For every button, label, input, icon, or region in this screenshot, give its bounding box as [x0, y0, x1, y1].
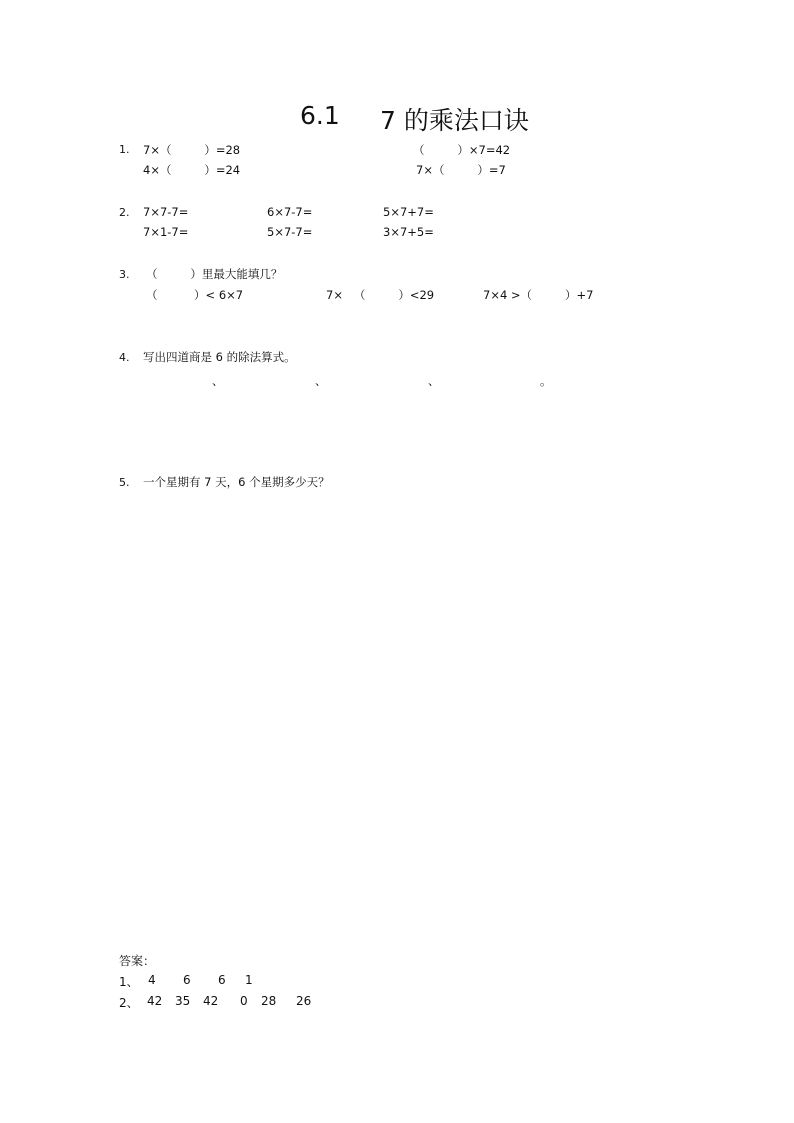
- q5-number: 5.: [119, 476, 130, 489]
- q3-number: 3.: [119, 268, 130, 281]
- answer-row-2-value: 35: [175, 994, 191, 1008]
- q4-separator-3: 、: [428, 374, 440, 388]
- q2-item-4: 7×1-7=: [143, 225, 189, 239]
- q2-item-2: 6×7-7=: [267, 205, 313, 219]
- answer-row-2-value: 42: [203, 994, 219, 1008]
- answer-row-1-label: 1、: [119, 975, 139, 989]
- title-text: 7 的乘法口诀: [380, 106, 529, 135]
- answer-row-1-value: 6: [183, 973, 191, 987]
- q1-item-1: 7×（ ）=28: [143, 143, 241, 157]
- q2-item-6: 3×7+5=: [383, 225, 434, 239]
- q4-separator-2: 、: [315, 374, 327, 388]
- q1-item-2: （ ）×7=42: [413, 143, 511, 157]
- answer-row-2-value: 42: [147, 994, 163, 1008]
- q1-item-3: 4×（ ）=24: [143, 163, 241, 177]
- answer-row-2-value: 28: [261, 994, 277, 1008]
- answer-row-2-value: 26: [296, 994, 312, 1008]
- answer-row-1-value: 1: [245, 973, 253, 987]
- q2-item-5: 5×7-7=: [267, 225, 313, 239]
- q4-prompt: 写出四道商是 6 的除法算式。: [143, 350, 296, 364]
- answer-row-2-label: 2、: [119, 996, 139, 1010]
- q2-number: 2.: [119, 206, 130, 219]
- q4-separator-1: 、: [212, 374, 224, 388]
- q4-number: 4.: [119, 351, 130, 364]
- q3-item-2: 7× （ ）<29: [326, 288, 435, 302]
- q5-prompt: 一个星期有 7 天，6 个星期多少天？: [143, 475, 330, 489]
- q4-separator-4: 。: [540, 374, 552, 388]
- answers-heading: 答案：: [119, 954, 156, 968]
- answer-row-1-value: 6: [218, 973, 226, 987]
- q2-item-1: 7×7-7=: [143, 205, 189, 219]
- q2-item-3: 5×7+7=: [383, 205, 434, 219]
- q1-number: 1.: [119, 143, 130, 156]
- q3-item-3: 7×4 >（ ）+7: [483, 288, 594, 302]
- q1-item-4: 7×（ ）=7: [416, 163, 506, 177]
- q3-item-1: （ ）< 6×7: [146, 288, 244, 302]
- answer-row-2-value: 0: [240, 994, 248, 1008]
- title-number: 6.1: [300, 101, 340, 130]
- q3-prompt: （ ）里最大能填几？: [146, 267, 283, 281]
- answer-row-1-value: 4: [148, 973, 156, 987]
